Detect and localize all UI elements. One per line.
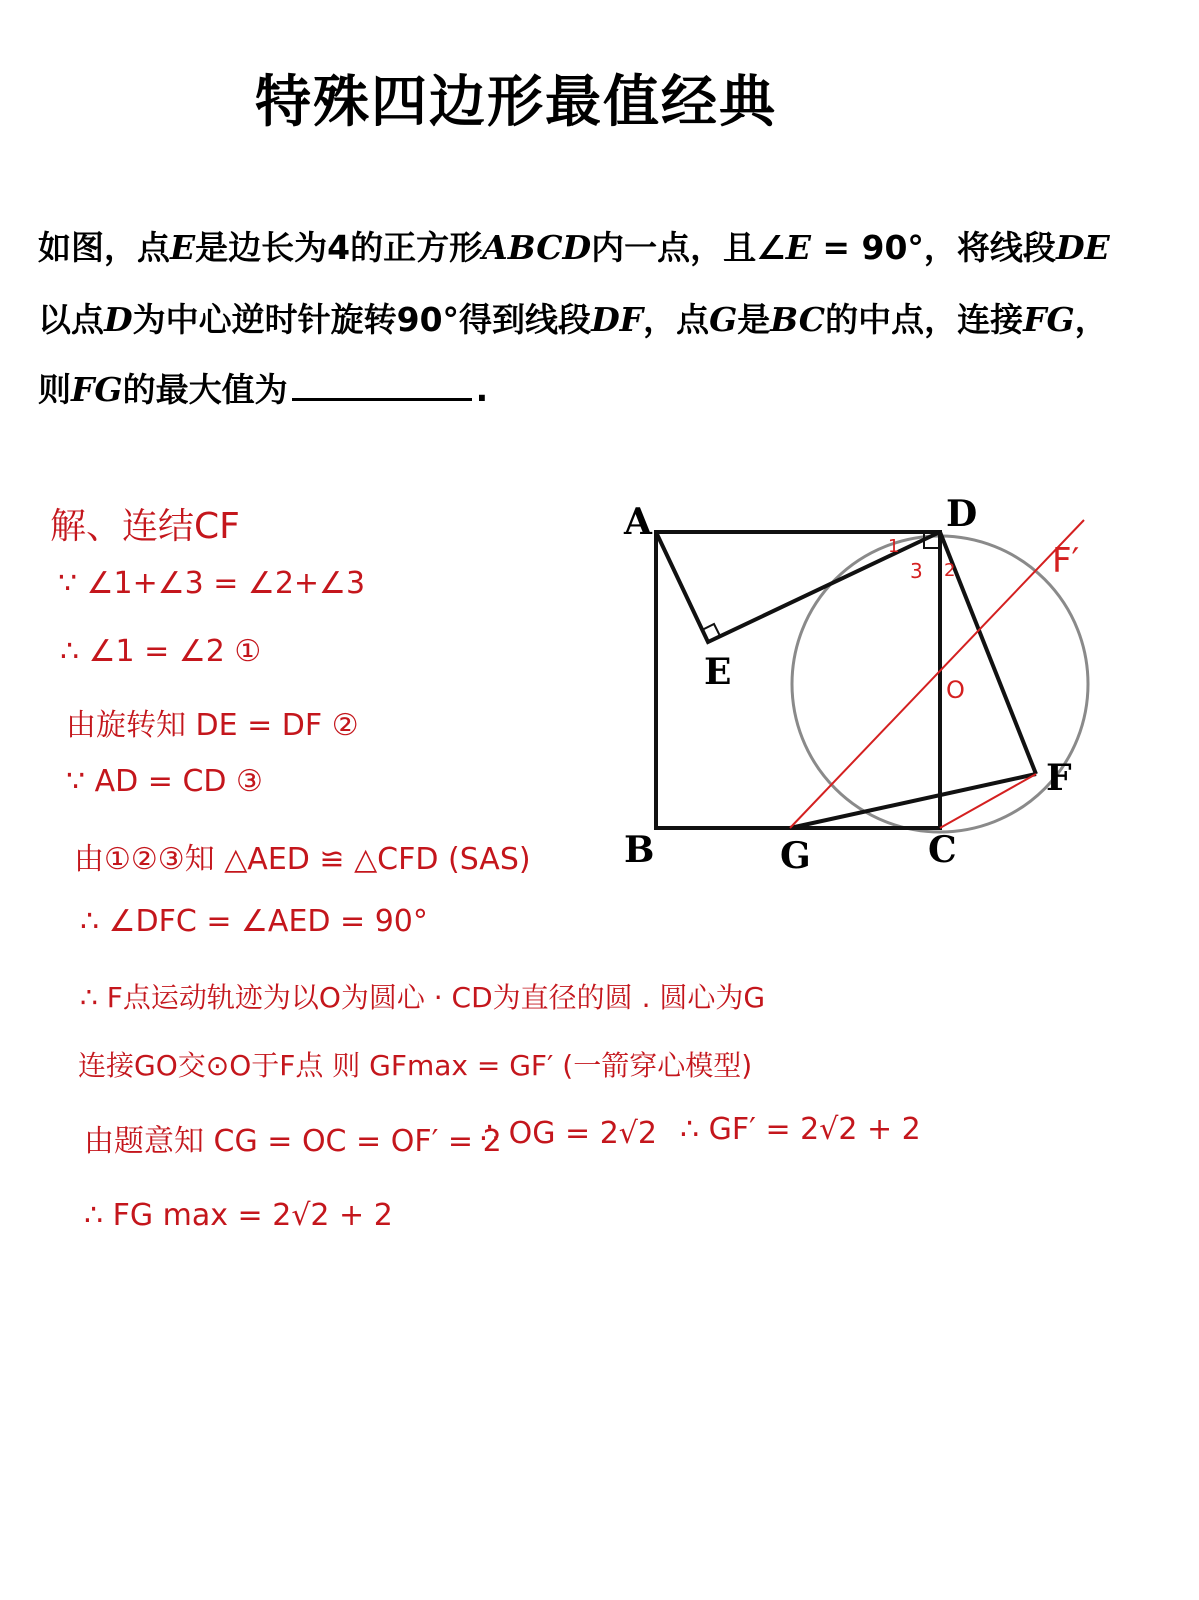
solution-line-6: 由①②③知 △AED ≌ △CFD (SAS) <box>74 842 531 877</box>
math-var: E <box>785 228 811 267</box>
text-fragment: ，点 <box>643 300 710 339</box>
math-var: DE <box>1055 228 1110 267</box>
label-f: F <box>1046 757 1072 799</box>
solution-line-13: ∴ FG max = 2√2 + 2 <box>84 1198 393 1233</box>
label-g: G <box>780 835 811 877</box>
text-fragment: 如图，点 <box>38 228 170 267</box>
page-title: 特殊四边形最值经典 <box>255 70 777 135</box>
label-e: E <box>704 651 732 693</box>
text-fragment: 的中点，连接 <box>825 300 1024 339</box>
label-d: D <box>946 493 978 535</box>
math-var: ABCD <box>482 228 592 267</box>
solution-line-1: 解、连结CF <box>50 506 240 547</box>
solution-line-7: ∴ ∠DFC = ∠AED = 90° <box>80 904 428 939</box>
label-b: B <box>624 829 655 871</box>
solution-line-2: ∵ ∠1+∠3 = ∠2+∠3 <box>58 566 366 601</box>
solution-line-4: 由旋转知 DE = DF ② <box>66 708 359 743</box>
math-var: D <box>104 300 133 339</box>
text-fragment: = 90°，将线段 <box>810 228 1056 267</box>
text-fragment: ， <box>1074 300 1108 339</box>
solution-line-9: 连接GO交⊙O于F点 则 GFmax = GF′ (一箭穿心模型) <box>78 1049 753 1082</box>
solution-line-5: ∵ AD = CD ③ <box>66 764 263 799</box>
solution-line-11: ∴ OG = 2√2 <box>480 1116 657 1151</box>
label-angle-3: 3 <box>910 559 923 583</box>
label-angle-2: 2 <box>944 560 956 581</box>
text-fragment: 内一点，且∠ <box>591 228 786 267</box>
text-fragment: 为中心逆时针旋转90°得到线段 <box>132 300 592 339</box>
text-fragment: . <box>475 370 489 409</box>
math-var: G <box>709 300 738 339</box>
math-var: DF <box>591 300 644 339</box>
text-fragment: 以点 <box>38 300 104 339</box>
label-f-prime: F′ <box>1052 541 1080 581</box>
line-g-fprime <box>790 520 1084 828</box>
math-var: E <box>170 228 196 267</box>
label-a: A <box>624 501 652 543</box>
text-fragment: 则 <box>38 370 71 409</box>
line-c-f <box>940 774 1036 828</box>
solution-line-8: ∴ F点运动轨迹为以O为圆心 · CD为直径的圆 . 圆心为G <box>80 981 766 1014</box>
solution-line-10: 由题意知 CG = OC = OF′ = 2 <box>84 1124 502 1159</box>
text-fragment: 的最大值为 <box>122 370 288 409</box>
text-fragment: 是边长为4的正方形 <box>195 228 483 267</box>
label-o: O <box>946 676 965 704</box>
label-c: C <box>928 829 957 871</box>
math-var: FG <box>1023 300 1075 339</box>
label-angle-1: 1 <box>888 536 900 557</box>
text-fragment: 是 <box>737 300 771 339</box>
square-abcd <box>656 532 940 828</box>
math-var: BC <box>770 300 826 339</box>
math-var: FG <box>71 370 123 409</box>
solution-line-3: ∴ ∠1 = ∠2 ① <box>60 634 262 669</box>
solution-line-12: ∴ GF′ = 2√2 + 2 <box>680 1112 921 1147</box>
